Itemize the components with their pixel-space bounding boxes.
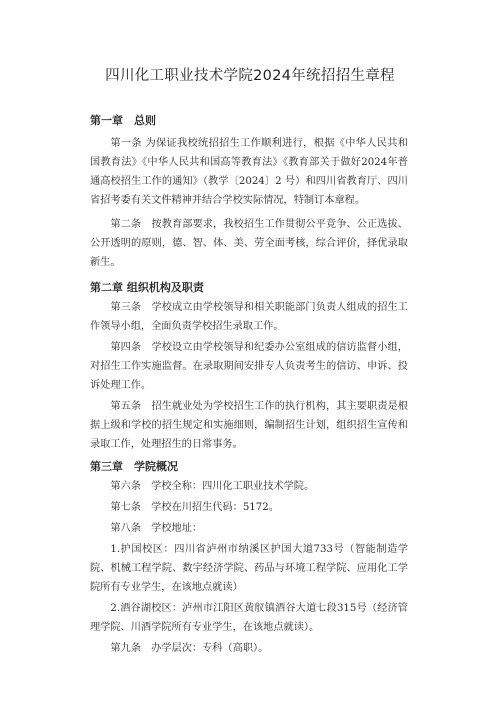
article-2: 第二条 按教育部要求，我校招生工作贯彻公平竞争、公正选拔、公开透明的原则，德、智、体、美、劳全面考核，综合评价，择优录取新生。 — [90, 219, 408, 268]
article-9: 第九条 办学层次：专科（高职）。 — [110, 643, 269, 654]
article-1: 第一条 为保证我校统招招生工作顺利进行，根据《中华人民共和国教育法》《中华人民共和国高等教育法》《教育部关于做好2024年普通高校招生工作的通知》（教学〔2024〕2 号）和四川省教育厅、四川省招考委有关文件精神并结合学校实际情况，特制订本章程。 — [90, 138, 408, 206]
document-body — [90, 112, 408, 658]
document-title: 四川化工职业技术学院2024年统招招生章程 — [105, 68, 395, 84]
campus-jiuguhu: 2.酒谷湖校区：泸州市江阳区黄舣镇酒谷大道七段315号（经济管理学院、川酒学院所有专业学生，在该地点就读）。 — [90, 603, 408, 633]
article-3: 第三条 学校成立由学校领导和相关职能部门负责人组成的招生工作领导小组，全面负责学校招生录取工作。 — [90, 302, 408, 332]
article-8: 第八条 学校地址： — [110, 523, 203, 534]
article-5: 第五条 招生就业处为学校招生工作的执行机构，其主要职责是根据上级和学校的招生规定和实施细则，编制招生计划，组织招生宣传和录取工作，处理招生的日常事务。 — [90, 401, 408, 450]
campus-huguo: 1.护国校区：四川省泸州市纳溪区护国大道733号（智能制造学院、机械工程学院、数字经济学院、药品与环境工程学院、应用化工学院所有专业学生，在该地点就读） — [90, 544, 408, 593]
chapter-2-heading: 第二章 组织机构及职责 — [90, 281, 204, 294]
article-4: 第四条 学校设立由学校领导和纪委办公室组成的信访监督小组，对招生工作实施监督。在录取期间安排专人负责考生的信访、申诉、投诉处理工作。 — [90, 342, 408, 391]
chapter-1-heading: 第一章 总则 — [90, 114, 156, 127]
chapter-3-heading: 第三章 学院概况 — [90, 460, 178, 473]
article-6: 第六条 学校全称：四川化工职业技术学院。 — [110, 481, 315, 492]
article-7: 第七条 学校在川招生代码：5172。 — [110, 502, 279, 513]
